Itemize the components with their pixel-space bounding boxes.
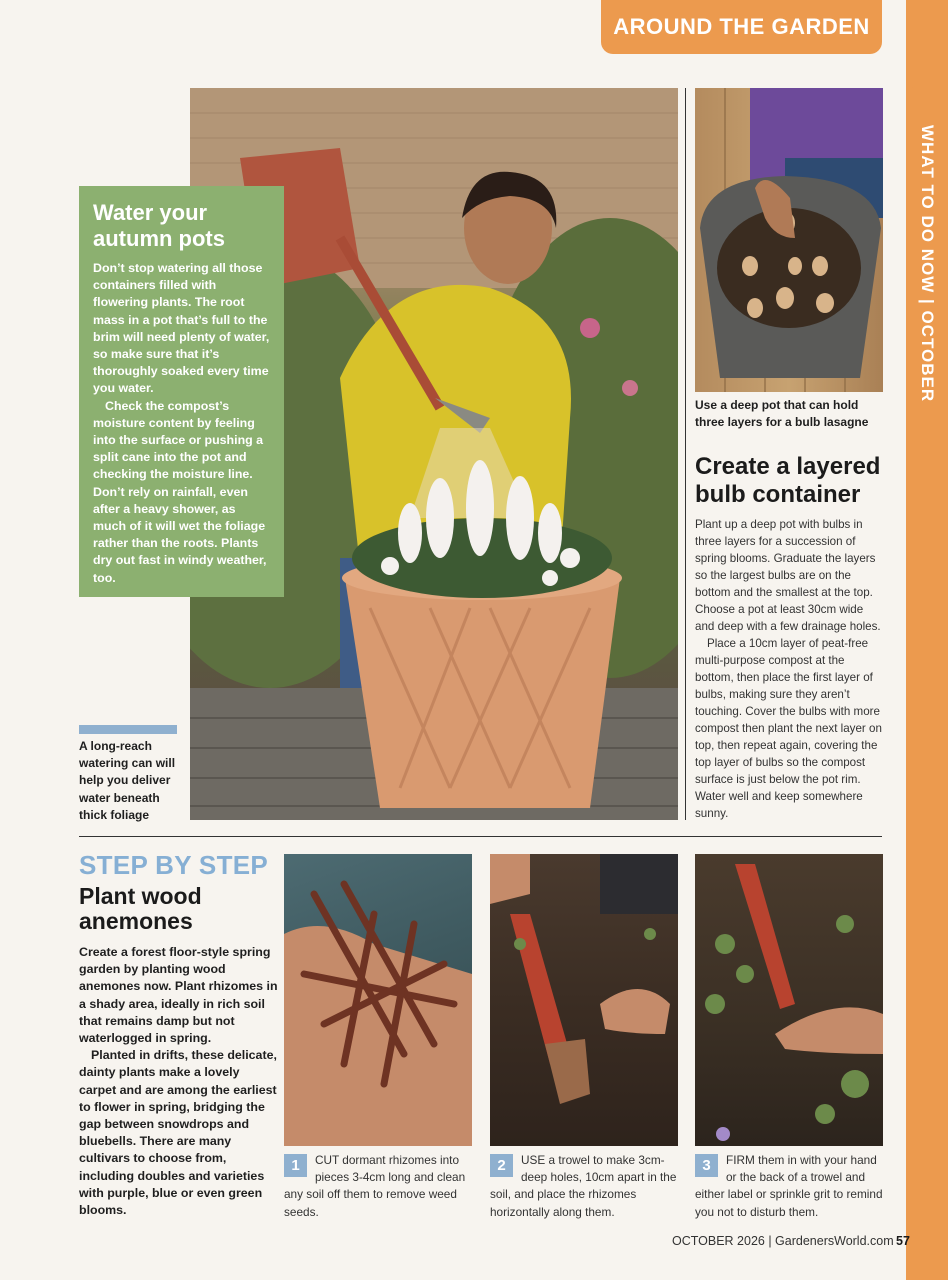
rhizomes-illustration <box>284 854 472 1146</box>
terracotta-pot <box>345 578 620 808</box>
watering-title: Water your autumn pots <box>93 200 225 251</box>
step-by-step-title: Plant wood anemones <box>79 883 202 934</box>
step-3-text: FIRM them in with your hand or the back of a trowel and either label or sprinkle grit to remind you not to disturb them. <box>695 1153 883 1219</box>
bulb-section-body <box>695 516 885 822</box>
hands <box>284 926 472 1146</box>
bulb-pot-photo <box>695 88 883 392</box>
step-3-caption <box>695 1152 885 1221</box>
watering-paragraph: Check the compost’s moisture content by feeling into the surface or pushing a split cane into the pot and checking the moisture line. Don’t rely on rainfall, even after a heavy shower, as much of it will wet the foliage rather than the roots. Plants dry out fast in windy weather, too. <box>93 398 267 585</box>
trowel-illustration <box>490 854 678 1146</box>
step-1-caption <box>284 1152 474 1221</box>
step-number-badge: 2 <box>490 1154 513 1177</box>
watering-tip-box <box>79 186 284 597</box>
step-intro-paragraph: Planted in drifts, these delicate, dainty plants make a lovely carpet and are among the earliest to flower in spring, bridging the gap between snowdrops and bluebells. There are many cultivars to choose from, including doubles and varieties with purple, blue or even green blooms. <box>79 1048 277 1218</box>
side-tab-label: WHAT TO DO NOW | OCTOBER <box>918 125 937 403</box>
section-tab: AROUND THE GARDEN <box>601 0 882 54</box>
step-2-text: USE a trowel to make 3cm-deep holes, 10cm apart in the soil, and place the rhizomes horizontally along them. <box>490 1153 677 1219</box>
column-divider <box>685 88 686 820</box>
bulb-pot-illustration <box>695 88 883 392</box>
step-1-text: CUT dormant rhizomes into pieces 3-4cm long and clean any soil off them to remove weed seeds. <box>284 1153 466 1219</box>
step-by-step-heading: STEP BY STEP <box>79 850 269 880</box>
hand <box>775 1007 883 1054</box>
bulb-section-title: Create a layered bulb container <box>695 453 881 508</box>
step-2-caption <box>490 1152 680 1221</box>
caption-accent-bar <box>79 725 177 734</box>
bulb-paragraph: Place a 10cm layer of peat-free multi-purpose compost at the bottom, then place the first layer of bulbs, making sure they aren’t touching. Cover the bulbs with more compost then plant the next layer on top, then repeat again, covering the top layer of bulbs so the compost surface is just below the pot rim. Water well and keep somewhere sunny. <box>695 637 882 820</box>
sleeve <box>600 854 678 914</box>
watering-paragraph: Don’t stop watering all those containers filled with flowering plants. The root mass in a pot that’s full to the brim will need plenty of water, so make sure that it’s thoroughly soaked every time you water. <box>93 261 270 396</box>
watering-photo-caption: A long-reach watering can will help you deliver water beneath thick foliage <box>79 739 176 822</box>
step-intro-paragraph: Create a forest floor-style spring garden by planting wood anemones now. Plant rhizomes in a shady area, ideally in rich soil that remains damp but not waterlogged in spring. <box>79 945 278 1046</box>
step-number-badge: 1 <box>284 1154 307 1177</box>
trowel <box>510 914 570 1064</box>
page-number: 57 <box>896 1234 910 1248</box>
step-1-photo <box>284 854 472 1146</box>
section-divider <box>79 836 882 837</box>
step-number-badge: 3 <box>695 1154 718 1177</box>
step-2-photo <box>490 854 678 1146</box>
trowel <box>735 864 795 1009</box>
footer-issue: OCTOBER 2026 | GardenersWorld.com <box>672 1234 894 1248</box>
firming-illustration <box>695 854 883 1146</box>
step-3-photo <box>695 854 883 1146</box>
watering-body <box>93 260 270 587</box>
hand <box>600 989 670 1034</box>
bulb-paragraph: Plant up a deep pot with bulbs in three layers for a succession of spring blooms. Graduate the layers so the largest bulbs are on the bottom and the smallest at the top. Choose a pot at least 30cm wide and deep with a few drainage holes. <box>695 518 881 633</box>
step-by-step-body <box>79 944 279 1219</box>
bulb-photo-caption: Use a deep pot that can hold three layers for a bulb lasagne <box>695 398 869 429</box>
